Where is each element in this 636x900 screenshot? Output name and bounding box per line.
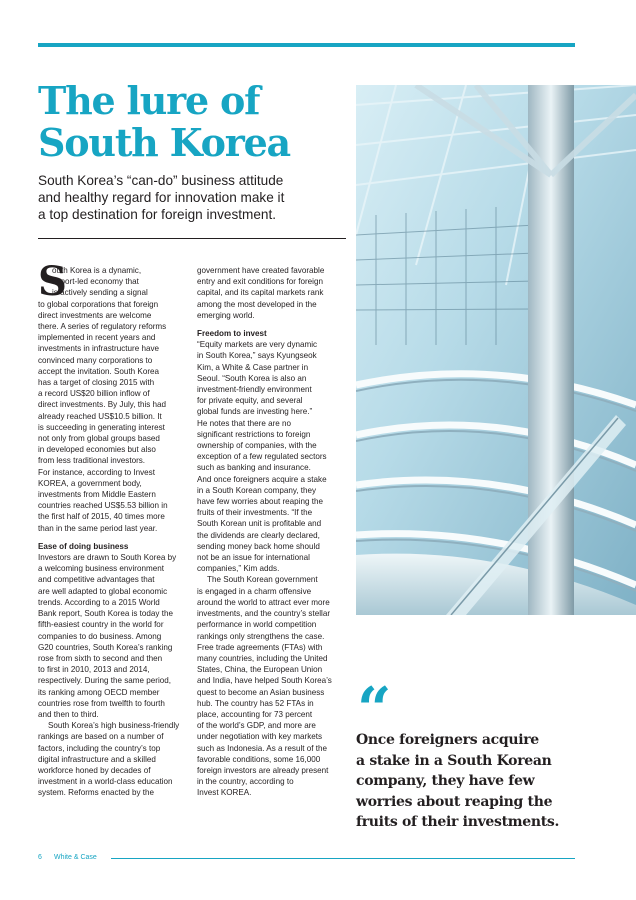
footer-rule: [111, 858, 575, 859]
pull-quote-line: company, they have few: [356, 773, 535, 789]
body-text-line: South Korean unit is profitable and: [197, 519, 322, 529]
body-text-line: sending money back home should: [197, 541, 320, 551]
pull-quote-line: fruits of their investments.: [356, 814, 560, 830]
subtitle-line: a top destination for foreign investment.: [38, 207, 277, 222]
body-text-line: companies to do business. Among: [38, 631, 162, 641]
body-text-line: fifth-easiest country in the world for: [38, 620, 164, 630]
body-text-line: Kim, a White & Case partner in: [197, 362, 309, 372]
body-text-line: in South Korea,” says Kyungseok: [197, 351, 317, 361]
body-text-line: accept the invitation. South Korea: [38, 366, 160, 376]
body-text-line: respectively. During the same period,: [38, 676, 172, 686]
body-text-line: and competitive advantages that: [38, 575, 155, 585]
body-text-line: hub. The country has 52 FTAs in: [197, 698, 314, 708]
body-text-line: than in the same period last year.: [38, 523, 158, 533]
body-text-line: in a South Korean company, they: [197, 485, 317, 495]
body-text-line: for private equity, and several: [197, 396, 303, 406]
body-text-line: investment in a world-class education: [38, 777, 173, 787]
body-text-line: Free trade agreements (FTAs) with: [197, 642, 323, 652]
body-text-line: not only from global groups based: [38, 434, 160, 444]
article-title: [38, 80, 348, 164]
body-text-line: For instance, according to Invest: [38, 467, 155, 477]
body-text-line: The South Korean government: [207, 575, 318, 585]
body-text-line: has a target of closing 2015 with: [38, 378, 155, 388]
body-text-line: a welcoming business environment: [38, 564, 164, 574]
body-text-line: a record US$20 billion inflow of: [38, 389, 150, 399]
body-text-line: and India, have helped South Korea’s: [197, 676, 332, 686]
body-text-line: government have created favorable: [197, 266, 325, 275]
body-text-line: significant restrictions to foreign: [197, 429, 311, 439]
body-column-right: [197, 265, 345, 799]
body-text-line: are well adapted to global economic: [38, 586, 168, 596]
subtitle-line: and healthy regard for innovation make it: [38, 190, 285, 205]
body-text-line: fruits of their investments. “If the: [197, 508, 313, 518]
body-text-line: foreign investors are already present: [197, 765, 329, 775]
body-text-line: “Equity markets are very dynamic: [197, 340, 318, 350]
body-text-line: performance in world competition: [197, 620, 317, 630]
body-text-line: companies,” Kim adds.: [197, 564, 280, 574]
page-number: 6: [38, 854, 42, 861]
title-line: The lure of: [38, 78, 260, 123]
drop-cap: S: [38, 258, 67, 305]
body-text-line: is succeeding in generating interest: [38, 422, 165, 432]
body-text-line: investments, and the country’s stellar: [197, 609, 331, 619]
body-text-line: States, China, the European Union: [197, 665, 323, 675]
body-text-line: investments in infrastructure have: [38, 344, 160, 354]
body-text-line: exception of a few regulated sectors: [197, 452, 327, 462]
body-text-line: system. Reforms enacted by the: [38, 788, 155, 798]
body-text-line: to first in 2010, 2013 and 2014,: [38, 665, 150, 675]
atrium-photo: [356, 85, 636, 615]
article-subtitle: [38, 172, 350, 223]
body-text-line: ownership of companies, with the: [197, 441, 317, 451]
section-heading: Ease of doing business: [38, 541, 129, 551]
body-text-line: rankings are based on a number of: [38, 732, 164, 742]
body-text-line: workforce honed by decades of: [38, 765, 151, 775]
body-text-line: export-led economy that: [52, 277, 139, 287]
body-text-line: of the world’s GDP, and more are: [197, 721, 316, 731]
body-text-line: is actively sending a signal: [52, 288, 148, 298]
pull-quote: [356, 730, 606, 833]
body-text-line: rankings only strengthens the case.: [197, 631, 325, 641]
body-text-line: direct investments. By July, this had: [38, 400, 167, 410]
body-text-line: And once foreigners acquire a stake: [197, 474, 327, 484]
body-text-line: to global corporations that foreign: [38, 299, 159, 309]
body-text-line: quest to become an Asian business: [197, 687, 325, 697]
body-text-line: trends. According to a 2015 World: [38, 597, 160, 607]
subtitle-divider: [38, 238, 346, 239]
body-text-line: under negotiation with key markets: [197, 732, 323, 742]
body-text-line: KOREA, a government body,: [38, 478, 142, 488]
body-text-line: convinced many corporations to: [38, 355, 153, 365]
body-text-line: in the country, according to: [197, 777, 294, 787]
subtitle-line: South Korea’s “can-do” business attitude: [38, 173, 284, 188]
body-text-line: its ranking among OECD member: [38, 687, 160, 697]
body-text-line: investment-friendly environment: [197, 385, 312, 395]
body-text-line: Seoul. “South Korea is also an: [197, 373, 307, 383]
quote-mark-icon: “: [357, 675, 392, 745]
body-text-line: from less traditional investors.: [38, 456, 146, 466]
body-text-line: He notes that there are no: [197, 418, 292, 428]
title-line: South Korea: [38, 120, 290, 165]
body-text-line: such as Indonesia. As a result of the: [197, 743, 328, 753]
section-heading: Freedom to invest: [197, 329, 267, 339]
top-accent-rule: [38, 43, 575, 47]
body-text-line: the dividends are clearly declared,: [197, 530, 320, 540]
body-text-line: countries reached US$5.53 billion in: [38, 501, 168, 511]
body-text-line: digital infrastructure and a skilled: [38, 754, 156, 764]
body-text-line: favorable conditions, some 16,000: [197, 754, 321, 764]
pull-quote-line: Once foreigners acquire: [356, 732, 539, 748]
body-text-line: direct investments are welcome: [38, 310, 152, 320]
body-text-line: Bank report, South Korea is today the: [38, 609, 173, 619]
body-text-line: Invest KOREA.: [197, 788, 252, 798]
body-text-line: entry and exit conditions for foreign: [197, 277, 323, 287]
body-text-line: such as banking and insurance.: [197, 463, 311, 473]
body-text-line: around the world to attract ever more: [197, 597, 330, 607]
body-text-line: capital, and its capital markets rank: [197, 288, 324, 298]
body-text-line: there. A series of regulatory reforms: [38, 322, 167, 332]
body-text-line: among the most developed in the: [197, 299, 317, 309]
footer-brand: White & Case: [54, 854, 97, 861]
body-text-line: not be an issue for international: [197, 553, 310, 563]
body-column-left: [38, 258, 180, 799]
body-text-line: many countries, including the United: [197, 653, 328, 663]
body-text-line: the first half of 2015, 40 times more: [38, 512, 165, 522]
pull-quote-line: a stake in a South Korean: [356, 752, 552, 769]
body-text-line: emerging world.: [197, 310, 255, 320]
body-text-line: have few worries about reaping the: [197, 497, 323, 507]
body-text-line: place, accounting for 73 percent: [197, 709, 313, 719]
body-text-line: already reached US$10.5 billion. It: [38, 411, 162, 421]
body-text-line: Investors are drawn to South Korea by: [38, 553, 177, 563]
body-text-line: global funds are investing here.”: [197, 407, 313, 417]
body-text-line: rose from sixth to second and then: [38, 653, 163, 663]
body-text-line: factors, including the country’s top: [38, 743, 161, 753]
paragraph-gap: [197, 321, 345, 328]
body-text-line: and then to third.: [38, 709, 99, 719]
body-text-line: in developed economies but also: [38, 445, 156, 455]
body-text-line: investments from Middle Eastern: [38, 490, 156, 500]
body-text-line: outh Korea is a dynamic,: [52, 266, 142, 275]
paragraph-gap: [38, 534, 178, 541]
body-text-line: is engaged in a charm offensive: [197, 586, 312, 596]
pull-quote-line: worries about reaping the: [356, 793, 553, 810]
body-text-line: G20 countries, South Korea’s ranking: [38, 642, 173, 652]
body-text-line: South Korea’s high business-friendly: [48, 721, 180, 731]
body-text-line: implemented in recent years and: [38, 333, 156, 343]
body-text-line: countries rose from twelfth to fourth: [38, 698, 165, 708]
